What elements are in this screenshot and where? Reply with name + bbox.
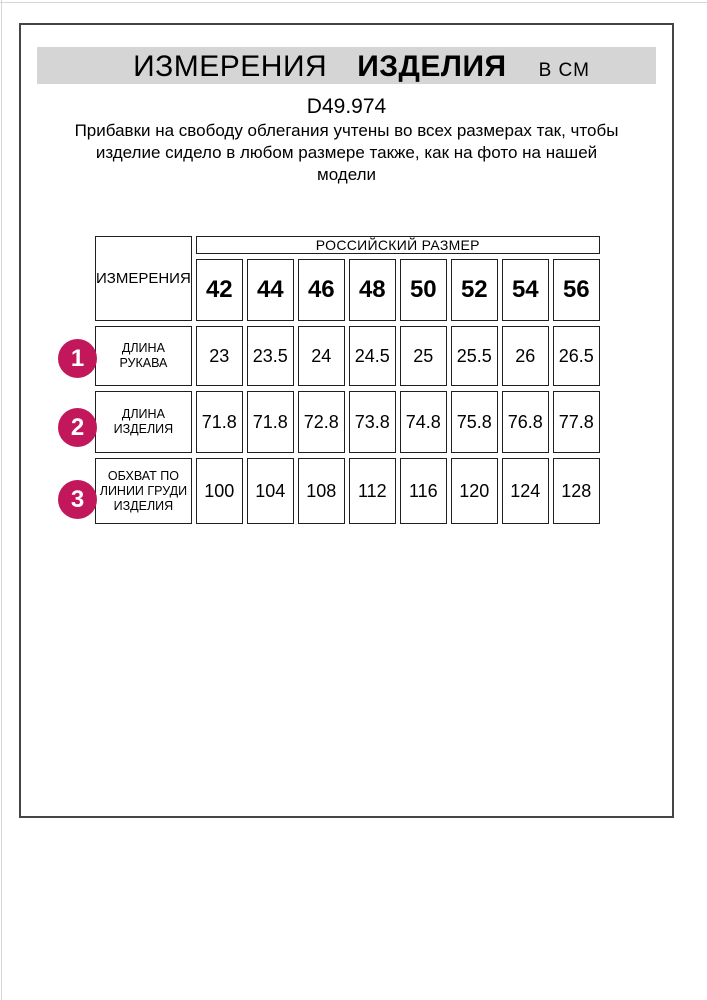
page-left-edge-line	[1, 0, 2, 1000]
measurement-value-cell: 76.8	[502, 391, 549, 453]
size-header-cell: 52	[451, 259, 498, 321]
size-header-cell: 44	[247, 259, 294, 321]
fit-description-line: Прибавки на свободу облегания учтены во всех размерах так, чтобы	[74, 121, 619, 140]
title-measurements: ИЗМЕРЕНИЯ	[133, 50, 328, 83]
measurement-value-cell: 104	[247, 458, 294, 524]
document-frame	[19, 23, 674, 818]
measurement-row-label: ДЛИНА РУКАВА	[95, 326, 192, 386]
measurement-value-cell: 24.5	[349, 326, 396, 386]
measurement-row-label: ДЛИНА ИЗДЕЛИЯ	[95, 391, 192, 453]
measurement-row	[95, 458, 600, 524]
measurement-value-cell: 120	[451, 458, 498, 524]
size-header-cell: 56	[553, 259, 600, 321]
row-number-label: 3	[70, 485, 85, 513]
measurement-value-cell: 108	[298, 458, 345, 524]
measurement-value-cell: 116	[400, 458, 447, 524]
measurement-value-cell: 25.5	[451, 326, 498, 386]
product-code: D49.974	[306, 95, 387, 118]
size-group-header-row	[95, 236, 600, 254]
measurement-value-cell: 25	[400, 326, 447, 386]
measurement-value-cell: 71.8	[196, 391, 243, 453]
title-bar	[37, 47, 656, 84]
measurement-value-cell: 23.5	[247, 326, 294, 386]
size-header-cell: 42	[196, 259, 243, 321]
measurement-value-cell: 124	[502, 458, 549, 524]
measurement-value-cell: 26	[502, 326, 549, 386]
fit-description	[21, 120, 672, 186]
fit-description-line: изделие сидело в любом размере также, как на фото на нашей	[95, 143, 598, 162]
measurement-value-cell: 71.8	[247, 391, 294, 453]
page-top-edge-line	[0, 2, 707, 3]
fit-description-line: модели	[317, 165, 376, 184]
measurement-value-cell: 100	[196, 458, 243, 524]
measurement-value-cell: 23	[196, 326, 243, 386]
measurement-value-cell: 77.8	[553, 391, 600, 453]
measurement-value-cell: 26.5	[553, 326, 600, 386]
size-header-cell: 46	[298, 259, 345, 321]
row-number-badge-1	[58, 339, 97, 378]
row-number-label: 2	[70, 413, 85, 441]
measurement-value-cell: 112	[349, 458, 396, 524]
size-header-cell: 54	[502, 259, 549, 321]
title-unit-cm: В СМ	[538, 60, 590, 81]
size-table-wrap	[91, 231, 604, 529]
size-table	[91, 231, 604, 529]
measurement-value-cell: 128	[553, 458, 600, 524]
measurement-value-cell: 72.8	[298, 391, 345, 453]
measurement-row	[95, 391, 600, 453]
measurement-row-label: ОБХВАТ ПО ЛИНИИ ГРУДИ ИЗДЕЛИЯ	[95, 458, 192, 524]
title-product: ИЗДЕЛИЯ	[357, 50, 507, 83]
measurement-value-cell: 73.8	[349, 391, 396, 453]
measure-column-header: ИЗМЕРЕНИЯ	[95, 236, 192, 321]
measurement-row	[95, 326, 600, 386]
measurement-value-cell: 74.8	[400, 391, 447, 453]
row-number-badge-2	[58, 408, 97, 447]
size-header-cell: 48	[349, 259, 396, 321]
russian-size-header: РОССИЙСКИЙ РАЗМЕР	[196, 236, 600, 254]
row-number-label: 1	[70, 344, 85, 372]
measurement-value-cell: 75.8	[451, 391, 498, 453]
measurement-value-cell: 24	[298, 326, 345, 386]
row-number-badge-3	[58, 480, 97, 519]
size-header-cell: 50	[400, 259, 447, 321]
size-table-body	[95, 236, 600, 524]
